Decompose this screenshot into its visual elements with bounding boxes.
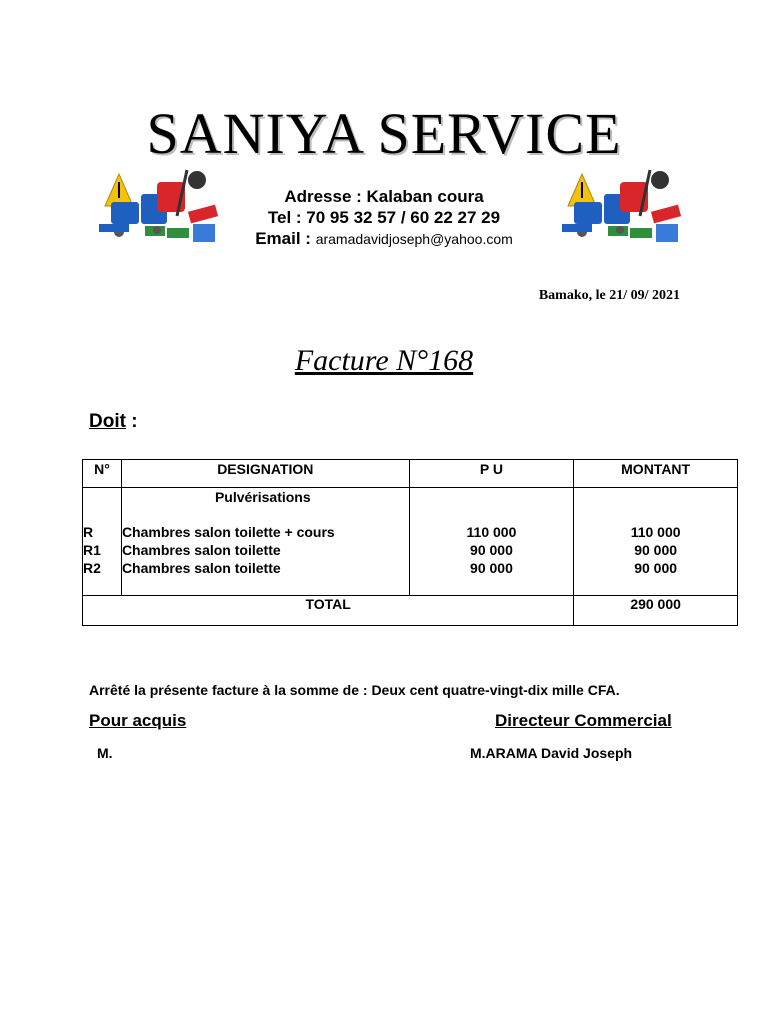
header-number: N° <box>83 460 122 488</box>
row-number: R <box>83 524 94 540</box>
email-line <box>0 229 768 249</box>
invoice-title: Facture N°168 <box>294 344 474 377</box>
signature-right-label: Directeur Commercial <box>495 711 672 730</box>
invoice-table <box>82 459 738 626</box>
row-designation: Chambres salon toilette + cours <box>121 524 335 540</box>
row-unit-price: 90 000 <box>470 542 513 558</box>
row-number: R1 <box>83 542 101 558</box>
row-amount: 110 000 <box>630 524 681 540</box>
email-value: aramadavidjoseph@yahoo.com <box>315 231 513 247</box>
row-amount: 90 000 <box>634 542 678 558</box>
total-label: TOTAL <box>83 596 574 626</box>
row-designation: Chambres salon toilette <box>121 560 281 576</box>
header-designation: DESIGNATION <box>121 460 409 488</box>
row-amount: 90 000 <box>634 560 678 576</box>
total-row <box>83 596 738 626</box>
unit-price-column <box>409 488 574 596</box>
doit-label: Doit <box>89 411 126 432</box>
table-body-row <box>83 488 738 596</box>
amount-column <box>574 488 738 596</box>
total-value: 290 000 <box>574 596 738 626</box>
header-unit-price: P U <box>409 460 574 488</box>
number-column <box>83 488 122 596</box>
tel-line: Tel : 70 95 32 57 / 60 22 27 29 <box>267 208 501 227</box>
row-unit-price: 110 000 <box>466 524 517 540</box>
amount-sentence: Arrêté la présente facture à la somme de : Deux cent quatre-vingt-dix mille CFA. <box>89 682 620 698</box>
designation-column <box>121 488 409 596</box>
address-line: Adresse : Kalaban coura <box>284 187 484 206</box>
company-name: SANIYA SERVICE <box>146 101 622 166</box>
doit-colon: : <box>125 411 138 432</box>
row-number: R2 <box>83 560 101 576</box>
row-unit-price: 90 000 <box>470 560 513 576</box>
section-label: Pulvérisations <box>214 489 311 505</box>
signature-left-name: M. <box>97 745 113 761</box>
date-line: Bamako, le 21/ 09/ 2021 <box>538 288 680 303</box>
email-label: Email : <box>255 229 311 248</box>
header-amount: MONTANT <box>574 460 738 488</box>
row-designation: Chambres salon toilette <box>121 542 281 558</box>
doit-heading <box>89 411 138 433</box>
table-header-row <box>83 460 738 488</box>
signature-left-label: Pour acquis <box>89 711 187 730</box>
signature-right-name: M.ARAMA David Joseph <box>470 745 633 761</box>
